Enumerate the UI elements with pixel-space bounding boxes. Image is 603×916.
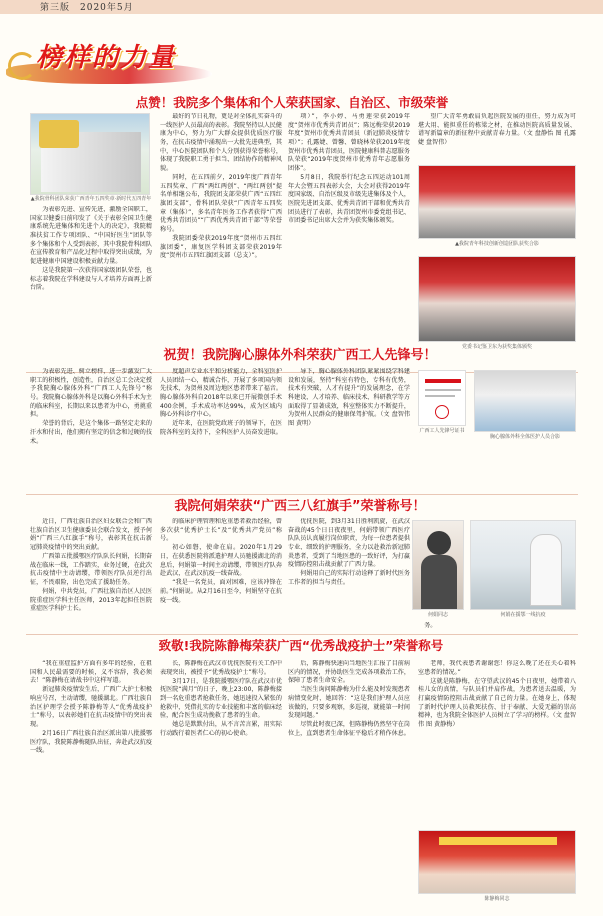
section1-photo2-caption: ▲我院青年科技创新创造团队获奖合影 [455, 241, 539, 247]
paragraph: 为表彰先进、宣传先进，激励全国职工，国家卫健委日前印发了《关于表彰全国卫生健康系统先进集体和先进个人的决定》，我院精准扶贫工作专项团队、“中国好医生”团队等多个集体和个人受到表彰，其中我院骨科团队在宣传教育和产品化过程中取得突出成绩，为促进健康中国建设积极贡献力量。 [30, 206, 152, 265]
paragraph: 当医生询问陈静梅为什么能及时发现患者病情变化时，她回答：“这是我们护理人员应该做的，只要多观察，多巡视，就能第一时间发现问题。” [288, 686, 410, 720]
section1-col3 [288, 113, 410, 368]
section4-photo [418, 830, 576, 894]
section4-col4 [418, 660, 576, 828]
section1-col4 [418, 113, 576, 163]
section3-col3 [288, 518, 410, 630]
section4-col2 [160, 660, 282, 892]
paragraph: 导下，胸心腺体外科团队紧紧围绕学科建设和发展，坚持“科室有特色，专科有优势，技术有突破，人才有提升”的发展理念，在学科建设、人才培养、临床技术、科研教学等方面取得了显著成效，科室整体实力不断提升，为贺州人民群众的健康保驾护航。（文 盘智伟 图 黄明） [288, 368, 410, 427]
paragraph: 近日，广西壮族自治区妇女联合会和广西壮族自治区卫生健康委员会联合发文，授予何娟“广西三八红旗手”称号，表彰其在抗击新冠肺炎疫情中的突出贡献。 [30, 518, 152, 551]
paragraph: 为表彰先进、树立榜样，进一步激发广大职工的积极性，创造性，自治区总工会决定授予我院胸心腺体外科“广西工人先锋号”称号。我院胸心腺体外科是以胸心外科手术为主的临床科室，长期以来以患者为中心，勇挑重担。 [30, 368, 152, 419]
paragraph: 最好的节日礼物，更是对全体扎实奋斗的一线医护人员最高的表彰。我院坚持以人民健康为中心，努力为广大群众提供优质医疗服务，在抗击疫情中涌现出一大批先进典型，其中，中心医院团队和个人分别获得荣誉称号，体现了我院职工勇于担当、团结协作的精神风貌。 [160, 113, 282, 172]
paragraph: “我是一名党员，面对困难，应该冲锋在前。”何娟说。从2月16日至今，何娟坚守在抗疫一线。 [160, 579, 282, 604]
paragraph: 优抚医院，到3月31日胜利凯旋，在武汉奋战的45个日日夜夜里，何娟带领广西医疗队队员认真履行岗位职责，为每一位患者提供专业、细致的护理服务，全力以赴救治新冠肺炎患者，受到了当地医患的一致好评，为打赢疫情防控阻击战贡献了广西力量。 [288, 518, 410, 569]
portrait-head [427, 531, 451, 555]
paragraph: 这是我院第一次获得国家级团队荣誉，也标志着我院在学科建设与人才培养方面再上新台阶。 [30, 266, 152, 292]
paragraph: 近年来，在医院党政班子的领导下，在医院各科室的支持下，全科医护人员奋发进取。 [160, 420, 282, 436]
paragraph: 她总是默默付出，从不言苦言累，用实际行动践行着医者仁心的初心使命。 [160, 721, 282, 738]
section2-title: 祝贺！我院胸心腺体外科荣获广西工人先锋号！ [163, 348, 437, 363]
section3-title: 我院何娟荣获“广西三八红旗手”荣誉称号！ [174, 499, 426, 514]
paragraph: 5月8日，我院举行纪念五四运动101周年大会暨五四表彰大会，大会对获得2019年度国家级、自治区级及市级先进集体及个人，医院先进团支部、优秀共青团干部和优秀共青团员进行了表彰，共青团贺州市委党组书记、市团委书记出席大会并为获奖集体颁奖。 [288, 173, 410, 225]
section1-title: 点赞！我院多个集体和个人荣获国家、自治区、市级荣誉 [135, 95, 449, 110]
paragraph: 这就是陈静梅，在守望武汉的45个日夜里，她带着八桂儿女的真情，与队员们并肩作战，为患者送去温暖，为打赢疫情防控阻击战贡献了自己的力量。在她身上，体现了新时代护理人员救死扶伤、甘于奉献、大爱无疆的崇高精神，也为我院全体医护人员树立了学习的榜样。（文 盘智伟 图 黄静梅） [418, 677, 576, 728]
section1-photo3-caption: 党委书记鉴卫东为获奖集体颁奖 [461, 344, 532, 350]
section2-photo [474, 370, 576, 432]
paragraph: 长，陈静梅在武汉市优抚医院有关工作中表现突出，被授予“优秀战疫护士”称号。 [160, 660, 282, 676]
section2-col3 [288, 368, 410, 490]
section4-photo-caption: 陈静梅同志 [484, 896, 510, 902]
paragraph: “我在重症监护方面有多年的经验，在祖国和人民最需要的时候，义不容辞，我必须去！”陈静梅在请战书中这样写道。 [30, 660, 152, 685]
protective-suit-figure [531, 535, 561, 605]
paragraph: 我院团委荣获2019年度“贺州市五四红旗团委”，康复医学科团支部荣获2019年度“贺州市五四红旗团支部（总支）”。 [160, 234, 282, 260]
section-divider [26, 494, 578, 495]
paragraph: 项）”，李小婷、马勇莲荣获2019年度“贺州市优秀共青团员”；陈远梅荣获2019年度“贺州市优秀共青团员（新冠肺炎疫情专项）”；孔露婕、曾馨、曾晓林荣获2019年度贺州市优秀共青团员，医院健康科普志愿服务队荣获“2019年度贺州市优秀青年志愿服务团体”。 [288, 113, 410, 172]
section1-photo2 [418, 165, 576, 239]
section1-col2 [160, 113, 282, 368]
section2-cert-caption: 广西工人先锋号证书 [419, 428, 465, 434]
paragraph: 度超声专业水平和分析能力，全科室医护人员团结一心，精诚合作，开展了多项国内领先技术，为贺州及周边地区患者带来了福音。胸心腺体外科自2018年以来已开展微创手术400余例，手术成功率达99%，成为区域内胸心外科诊疗中心。 [160, 368, 282, 419]
laurel-icon [8, 52, 36, 80]
column-logo [6, 40, 212, 88]
section2-col1 [30, 368, 152, 490]
section3-col4-start [412, 622, 576, 634]
section3-photo2-caption: 何娟在援鄂一线抗疫 [500, 612, 546, 618]
paragraph: 新冠肺炎疫情发生后，广西广大护士积极响应号召，主动请缨，驰援湖北。广西壮族自治区护理学会授予陈静梅等人“优秀战疫护士”称号，以表彰她们在抗击疫情中的突出表现。 [30, 686, 152, 728]
section1-photo-caption: ▲我院骨科团队荣获广西青年五四奖章·新时代五四青年 [30, 196, 152, 202]
paragraph: 3月17日，是我院援鄂医疗队在武汉市优抚医院“满月”的日子，晚上23:00，陈静梅接到一名危重患者抢救任务，她迅速投入紧张的抢救中，凭借扎实的专业技能和丰富的临床经验，配合医生成功挽救了患者的生命。 [160, 677, 282, 720]
paragraph: 2月16日广西壮族自治区派出第八批援鄂医疗队，我院陈静梅随队出征，奔赴武汉抗疫一线。 [30, 730, 152, 755]
section1-photo3 [418, 256, 576, 342]
section2-certificate [418, 370, 466, 426]
section3-photo [412, 520, 464, 610]
paragraph: 初心如磐，使命在肩。2020年1月29日，在获悉医院将派遣护理人员驰援湖北的消息后，何娟第一时间主动请缨，带领医疗队奔赴武汉，在武汉抗疫一线奋战。 [160, 544, 282, 578]
section4-title: 致敬!我院陈静梅荣获广西“优秀战疫护士”荣誉称号 [158, 638, 444, 653]
section-divider [26, 634, 578, 635]
section1-photo [30, 113, 150, 195]
edition-label: 第三版 2020年5月 [40, 3, 134, 13]
cert-title-mark [425, 379, 461, 383]
section3-col2 [160, 518, 282, 630]
section3-photo-caption: 何娟同志 [427, 612, 448, 618]
section2-photo-caption: 胸心腺体外科全体医护人员合影 [489, 434, 560, 440]
paragraph: 何娟用自己的实际行动诠释了新时代医务工作者的担当与责任。 [288, 570, 410, 586]
seal-icon [435, 405, 449, 419]
paragraph: 荣誉的背后，是这个集体一路坚定走来的汗水和付出，他们拥有坚定的信念和过硬的技术。 [30, 420, 152, 445]
section3-photo2 [470, 520, 576, 610]
paragraph: 后，陈静梅快速向当地医生汇报了目前病区内的情况，并协助医生完成各项救治工作，保障了患者生命安全。 [288, 660, 410, 685]
paragraph: 务。 [424, 622, 437, 629]
portrait-body [421, 555, 457, 610]
paragraph: 的临床护理管理和危重患者救治经验，曾多次获“优秀护士长”及“优秀共产党员”称号。 [160, 518, 282, 543]
award-plaque [39, 120, 79, 148]
section4-col3 [288, 660, 410, 892]
section4-col1 [30, 660, 152, 892]
banner-strip [439, 837, 557, 845]
paragraph: 广西第五批援鄂医疗队队长何娟，长期奋战在临床一线，工作踏实，业务过硬，在此次抗击疫情中主动请缨，带领医疗队员逆行出征，不畏艰险，出色完成了援助任务。 [30, 553, 152, 586]
logo-text: 榜样的力量 [36, 43, 177, 73]
paragraph: 望广大青年勇敢肩负起医院发展的重任，努力成为可堪大用、能担重任的栋梁之材，在推动医院高质量发展、谱写新篇章的新征程中贡献青春力量。（文 盘静怡 图 孔露婕 盘智伟） [418, 113, 576, 146]
paragraph: 何娟，中共党员，广西壮族自治区人民医院重症医学科主任医师，2013年起担任医院重症医学科护士长。 [30, 588, 152, 613]
section3-col1 [30, 518, 152, 630]
paragraph: 老师，我代表患者谢谢您！你这么晚了还在关心着科室患者的情况。” [418, 660, 576, 676]
paragraph: 同时，在五四前夕，2019年度广西青年五四奖章、广西“两红两创”、“两红两创”提名单相继公布，我院团支部荣获广西“五四红旗团支部”，骨科团队荣获“广西青年五四奖章（集体）”，多名青年医务工作者获得“广西优秀共青团员”“广西优秀共青团干部”等荣誉称号。 [160, 173, 282, 233]
section2-col2 [160, 368, 282, 490]
paragraph: 尽管此时夜已深，但陈静梅仍然坚守在岗位上，直到患者生命体征平稳后才稍作休息。 [288, 721, 410, 738]
section1-col1 [30, 206, 152, 368]
